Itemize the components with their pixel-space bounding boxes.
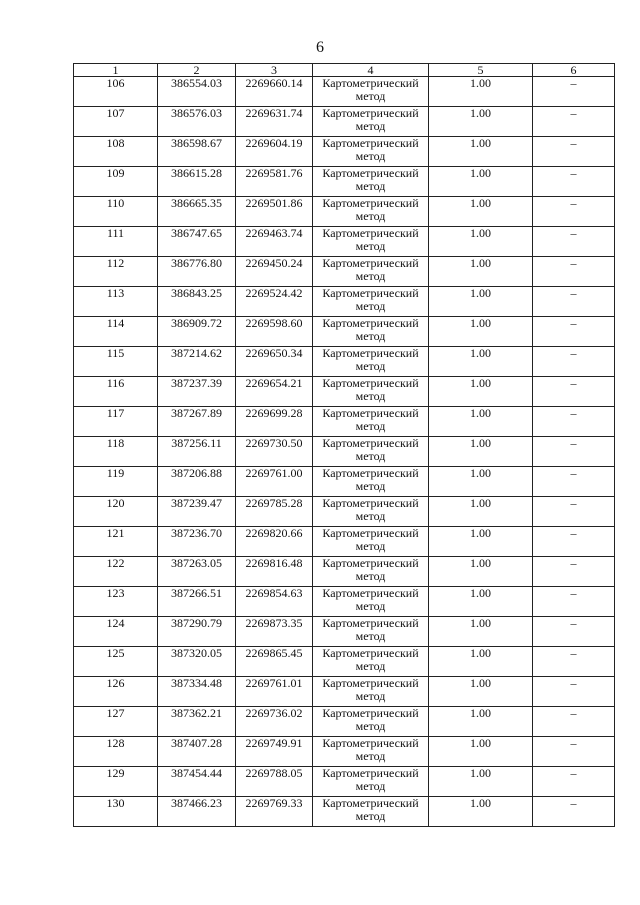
table-row: [74, 647, 615, 677]
point-number-cell: 122: [74, 557, 158, 587]
column-header: 4: [313, 64, 429, 77]
point-number-cell: 107: [74, 107, 158, 137]
accuracy-cell: 1.00: [429, 617, 533, 647]
description-cell: –: [533, 527, 615, 557]
y-coordinate-cell: 2269604.19: [236, 137, 313, 167]
x-coordinate-cell: 387237.39: [158, 377, 236, 407]
table-row: [74, 317, 615, 347]
x-coordinate-cell: 387334.48: [158, 677, 236, 707]
table-row: [74, 257, 615, 287]
x-coordinate-cell: 386665.35: [158, 197, 236, 227]
point-number-cell: 116: [74, 377, 158, 407]
accuracy-cell: 1.00: [429, 647, 533, 677]
method-cell: Картометрический метод: [313, 737, 429, 767]
x-coordinate-cell: 387266.51: [158, 587, 236, 617]
description-cell: –: [533, 167, 615, 197]
accuracy-cell: 1.00: [429, 287, 533, 317]
accuracy-cell: 1.00: [429, 137, 533, 167]
point-number-cell: 125: [74, 647, 158, 677]
table-row: [74, 677, 615, 707]
description-cell: –: [533, 767, 615, 797]
x-coordinate-cell: 387267.89: [158, 407, 236, 437]
method-cell: Картометрический метод: [313, 347, 429, 377]
table-row: [74, 617, 615, 647]
accuracy-cell: 1.00: [429, 677, 533, 707]
x-coordinate-cell: 386776.80: [158, 257, 236, 287]
y-coordinate-cell: 2269463.74: [236, 227, 313, 257]
description-cell: –: [533, 677, 615, 707]
point-number-cell: 128: [74, 737, 158, 767]
accuracy-cell: 1.00: [429, 77, 533, 107]
y-coordinate-cell: 2269631.74: [236, 107, 313, 137]
method-cell: Картометрический метод: [313, 77, 429, 107]
table-row: [74, 77, 615, 107]
accuracy-cell: 1.00: [429, 797, 533, 827]
table-row: [74, 377, 615, 407]
point-number-cell: 111: [74, 227, 158, 257]
column-header: 1: [74, 64, 158, 77]
method-cell: Картометрический метод: [313, 437, 429, 467]
description-cell: –: [533, 737, 615, 767]
description-cell: –: [533, 467, 615, 497]
y-coordinate-cell: 2269769.33: [236, 797, 313, 827]
description-cell: –: [533, 347, 615, 377]
point-number-cell: 106: [74, 77, 158, 107]
description-cell: –: [533, 227, 615, 257]
method-cell: Картометрический метод: [313, 167, 429, 197]
point-number-cell: 118: [74, 437, 158, 467]
table-row: [74, 467, 615, 497]
method-cell: Картометрический метод: [313, 287, 429, 317]
table-row: [74, 347, 615, 377]
table-row: [74, 197, 615, 227]
accuracy-cell: 1.00: [429, 497, 533, 527]
column-header: 6: [533, 64, 615, 77]
point-number-cell: 109: [74, 167, 158, 197]
table-row: [74, 287, 615, 317]
accuracy-cell: 1.00: [429, 767, 533, 797]
y-coordinate-cell: 2269650.34: [236, 347, 313, 377]
point-number-cell: 130: [74, 797, 158, 827]
point-number-cell: 112: [74, 257, 158, 287]
x-coordinate-cell: 386615.28: [158, 167, 236, 197]
description-cell: –: [533, 407, 615, 437]
table-row: [74, 107, 615, 137]
description-cell: –: [533, 617, 615, 647]
description-cell: –: [533, 107, 615, 137]
point-number-cell: 120: [74, 497, 158, 527]
description-cell: –: [533, 287, 615, 317]
header-row: [74, 64, 615, 77]
table-row: [74, 137, 615, 167]
table-row: [74, 527, 615, 557]
description-cell: –: [533, 797, 615, 827]
point-number-cell: 127: [74, 707, 158, 737]
point-number-cell: 126: [74, 677, 158, 707]
accuracy-cell: 1.00: [429, 737, 533, 767]
method-cell: Картометрический метод: [313, 587, 429, 617]
y-coordinate-cell: 2269854.63: [236, 587, 313, 617]
method-cell: Картометрический метод: [313, 677, 429, 707]
column-header: 3: [236, 64, 313, 77]
method-cell: Картометрический метод: [313, 767, 429, 797]
x-coordinate-cell: 387206.88: [158, 467, 236, 497]
accuracy-cell: 1.00: [429, 317, 533, 347]
point-number-cell: 129: [74, 767, 158, 797]
point-number-cell: 121: [74, 527, 158, 557]
table-header: [74, 64, 615, 77]
y-coordinate-cell: 2269816.48: [236, 557, 313, 587]
accuracy-cell: 1.00: [429, 377, 533, 407]
method-cell: Картометрический метод: [313, 317, 429, 347]
x-coordinate-cell: 387320.05: [158, 647, 236, 677]
accuracy-cell: 1.00: [429, 587, 533, 617]
point-number-cell: 113: [74, 287, 158, 317]
y-coordinate-cell: 2269654.21: [236, 377, 313, 407]
method-cell: Картометрический метод: [313, 377, 429, 407]
x-coordinate-cell: 387236.70: [158, 527, 236, 557]
y-coordinate-cell: 2269761.00: [236, 467, 313, 497]
x-coordinate-cell: 387263.05: [158, 557, 236, 587]
x-coordinate-cell: 387214.62: [158, 347, 236, 377]
description-cell: –: [533, 497, 615, 527]
table-row: [74, 797, 615, 827]
table-body: [74, 77, 615, 827]
method-cell: Картометрический метод: [313, 227, 429, 257]
y-coordinate-cell: 2269865.45: [236, 647, 313, 677]
y-coordinate-cell: 2269736.02: [236, 707, 313, 737]
accuracy-cell: 1.00: [429, 197, 533, 227]
y-coordinate-cell: 2269730.50: [236, 437, 313, 467]
y-coordinate-cell: 2269660.14: [236, 77, 313, 107]
table-row: [74, 767, 615, 797]
method-cell: Картометрический метод: [313, 617, 429, 647]
accuracy-cell: 1.00: [429, 257, 533, 287]
y-coordinate-cell: 2269598.60: [236, 317, 313, 347]
y-coordinate-cell: 2269820.66: [236, 527, 313, 557]
accuracy-cell: 1.00: [429, 557, 533, 587]
description-cell: –: [533, 587, 615, 617]
x-coordinate-cell: 386909.72: [158, 317, 236, 347]
accuracy-cell: 1.00: [429, 227, 533, 257]
method-cell: Картометрический метод: [313, 257, 429, 287]
x-coordinate-cell: 386598.67: [158, 137, 236, 167]
table-row: [74, 737, 615, 767]
method-cell: Картометрический метод: [313, 797, 429, 827]
point-number-cell: 115: [74, 347, 158, 377]
accuracy-cell: 1.00: [429, 167, 533, 197]
description-cell: –: [533, 377, 615, 407]
x-coordinate-cell: 387466.23: [158, 797, 236, 827]
point-number-cell: 110: [74, 197, 158, 227]
description-cell: –: [533, 707, 615, 737]
point-number-cell: 119: [74, 467, 158, 497]
x-coordinate-cell: 387256.11: [158, 437, 236, 467]
method-cell: Картометрический метод: [313, 467, 429, 497]
accuracy-cell: 1.00: [429, 347, 533, 377]
point-number-cell: 123: [74, 587, 158, 617]
x-coordinate-cell: 386747.65: [158, 227, 236, 257]
description-cell: –: [533, 77, 615, 107]
x-coordinate-cell: 387407.28: [158, 737, 236, 767]
method-cell: Картометрический метод: [313, 647, 429, 677]
accuracy-cell: 1.00: [429, 707, 533, 737]
table-row: [74, 167, 615, 197]
table-row: [74, 557, 615, 587]
y-coordinate-cell: 2269761.01: [236, 677, 313, 707]
column-header: 5: [429, 64, 533, 77]
column-header: 2: [158, 64, 236, 77]
x-coordinate-cell: 386554.03: [158, 77, 236, 107]
coordinates-table: [73, 63, 615, 827]
y-coordinate-cell: 2269501.86: [236, 197, 313, 227]
method-cell: Картометрический метод: [313, 107, 429, 137]
table-row: [74, 587, 615, 617]
x-coordinate-cell: 387362.21: [158, 707, 236, 737]
page-number: 6: [316, 39, 324, 56]
table-row: [74, 707, 615, 737]
description-cell: –: [533, 317, 615, 347]
y-coordinate-cell: 2269749.91: [236, 737, 313, 767]
description-cell: –: [533, 557, 615, 587]
x-coordinate-cell: 386576.03: [158, 107, 236, 137]
y-coordinate-cell: 2269581.76: [236, 167, 313, 197]
description-cell: –: [533, 137, 615, 167]
point-number-cell: 117: [74, 407, 158, 437]
method-cell: Картометрический метод: [313, 197, 429, 227]
table-row: [74, 437, 615, 467]
point-number-cell: 114: [74, 317, 158, 347]
y-coordinate-cell: 2269450.24: [236, 257, 313, 287]
x-coordinate-cell: 386843.25: [158, 287, 236, 317]
table-row: [74, 497, 615, 527]
method-cell: Картометрический метод: [313, 527, 429, 557]
description-cell: –: [533, 437, 615, 467]
accuracy-cell: 1.00: [429, 407, 533, 437]
accuracy-cell: 1.00: [429, 107, 533, 137]
y-coordinate-cell: 2269788.05: [236, 767, 313, 797]
accuracy-cell: 1.00: [429, 467, 533, 497]
method-cell: Картометрический метод: [313, 557, 429, 587]
x-coordinate-cell: 387454.44: [158, 767, 236, 797]
method-cell: Картометрический метод: [313, 497, 429, 527]
point-number-cell: 108: [74, 137, 158, 167]
method-cell: Картометрический метод: [313, 137, 429, 167]
y-coordinate-cell: 2269699.28: [236, 407, 313, 437]
description-cell: –: [533, 647, 615, 677]
y-coordinate-cell: 2269873.35: [236, 617, 313, 647]
x-coordinate-cell: 387239.47: [158, 497, 236, 527]
y-coordinate-cell: 2269785.28: [236, 497, 313, 527]
point-number-cell: 124: [74, 617, 158, 647]
accuracy-cell: 1.00: [429, 527, 533, 557]
description-cell: –: [533, 197, 615, 227]
method-cell: Картометрический метод: [313, 407, 429, 437]
x-coordinate-cell: 387290.79: [158, 617, 236, 647]
accuracy-cell: 1.00: [429, 437, 533, 467]
method-cell: Картометрический метод: [313, 707, 429, 737]
table-row: [74, 407, 615, 437]
table-row: [74, 227, 615, 257]
description-cell: –: [533, 257, 615, 287]
y-coordinate-cell: 2269524.42: [236, 287, 313, 317]
